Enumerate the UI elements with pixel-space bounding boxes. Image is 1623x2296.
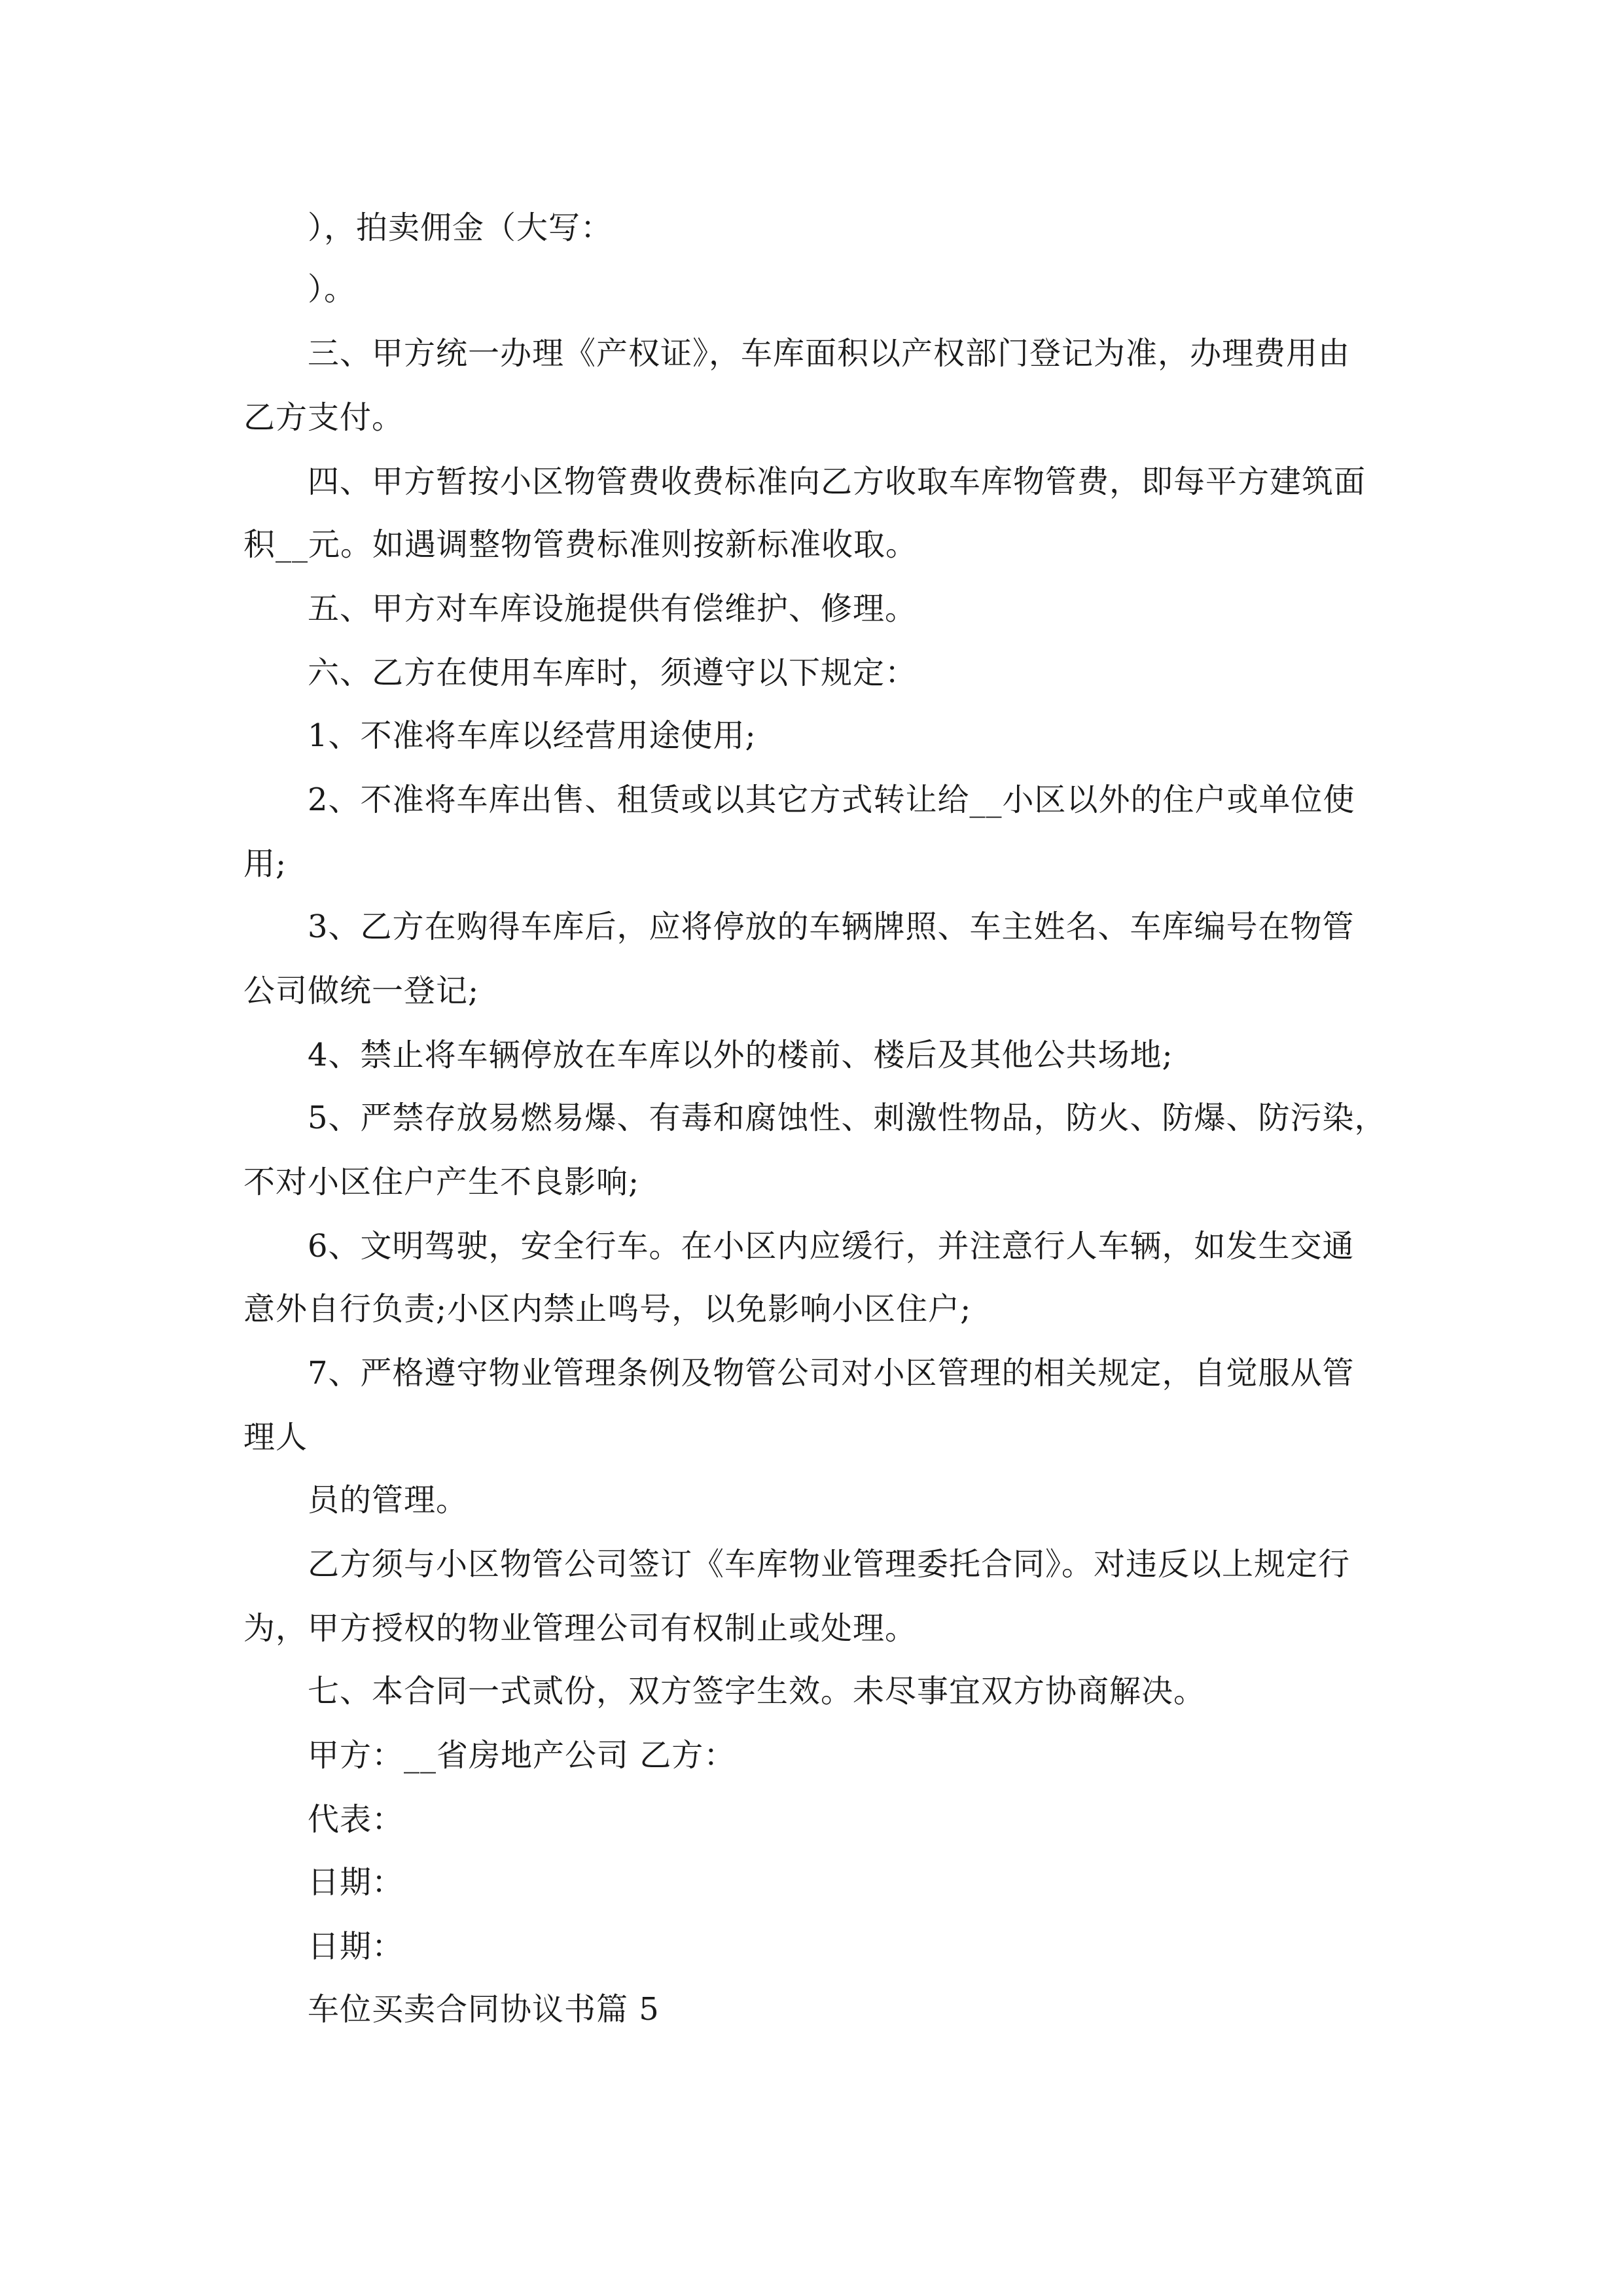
clause-3-line-2: 乙方支付。 [243, 399, 404, 436]
signature-date-1: 日期： [308, 1864, 404, 1901]
signature-date-2: 日期： [308, 1928, 404, 1965]
clause-7: 七、本合同一式贰份，双方签字生效。未尽事宜双方协商解决。 [308, 1673, 1206, 1710]
rule-7-line-3: 员的管理。 [308, 1482, 469, 1518]
management-paragraph-line-1: 乙方须与小区物管公司签订《车库物业管理委托合同》。对违反以上规定行 [308, 1546, 1351, 1583]
rule-5-line-2: 不对小区住户产生不良影响; [243, 1164, 640, 1200]
rule-7-line-1: 7、严格遵守物业管理条例及物管公司对小区管理的相关规定，自觉服从管 [308, 1355, 1355, 1391]
rule-6-line-1: 6、文明驾驶，安全行车。在小区内应缓行，并注意行人车辆，如发生交通 [308, 1228, 1355, 1265]
signature-party-a: 甲方：__省房地产公司 乙方： [308, 1737, 736, 1774]
rule-4: 4、禁止将车辆停放在车库以外的楼前、楼后及其他公共场地; [308, 1037, 1173, 1073]
clause-6-heading: 六、乙方在使用车库时，须遵守以下规定： [308, 655, 918, 691]
signature-representative: 代表： [308, 1801, 404, 1838]
management-paragraph-line-2: 为，甲方授权的物业管理公司有权制止或处理。 [243, 1610, 918, 1647]
rule-5-line-1: 5、严禁存放易燃易爆、有毒和腐蚀性、刺激性物品，防火、防爆、防污染， [308, 1100, 1387, 1136]
clause-4-line-1: 四、甲方暂按小区物管费收费标准向乙方收取车库物管费，即每平方建筑面 [308, 463, 1366, 500]
clause-3-line-1: 三、甲方统一办理《产权证》，车库面积以产权部门登记为准，办理费用由 [308, 335, 1351, 372]
clause-4-line-2: 积__元。如遇调整物管费标准则按新标准收取。 [243, 526, 918, 563]
paragraph-line: ）。 [308, 271, 357, 308]
rule-3-line-2: 公司做统一登记; [243, 973, 480, 1009]
paragraph-line: ），拍卖佣金（大写： [308, 209, 613, 246]
rule-6-line-2: 意外自行负责;小区内禁止鸣号，以免影响小区住户; [243, 1291, 972, 1327]
rule-7-line-2: 理人 [243, 1419, 308, 1456]
rule-2-line-1: 2、不准将车库出售、租赁或以其它方式转让给__小区以外的住户或单位使 [308, 781, 1355, 818]
clause-5: 五、甲方对车库设施提供有偿维护、修理。 [308, 590, 918, 627]
rule-2-line-2: 用; [243, 846, 287, 882]
next-section-title: 车位买卖合同协议书篇 5 [308, 1991, 660, 2028]
rule-1: 1、不准将车库以经营用途使用; [308, 717, 757, 754]
rule-3-line-1: 3、乙方在购得车库后，应将停放的车辆牌照、车主姓名、车库编号在物管 [308, 908, 1355, 945]
